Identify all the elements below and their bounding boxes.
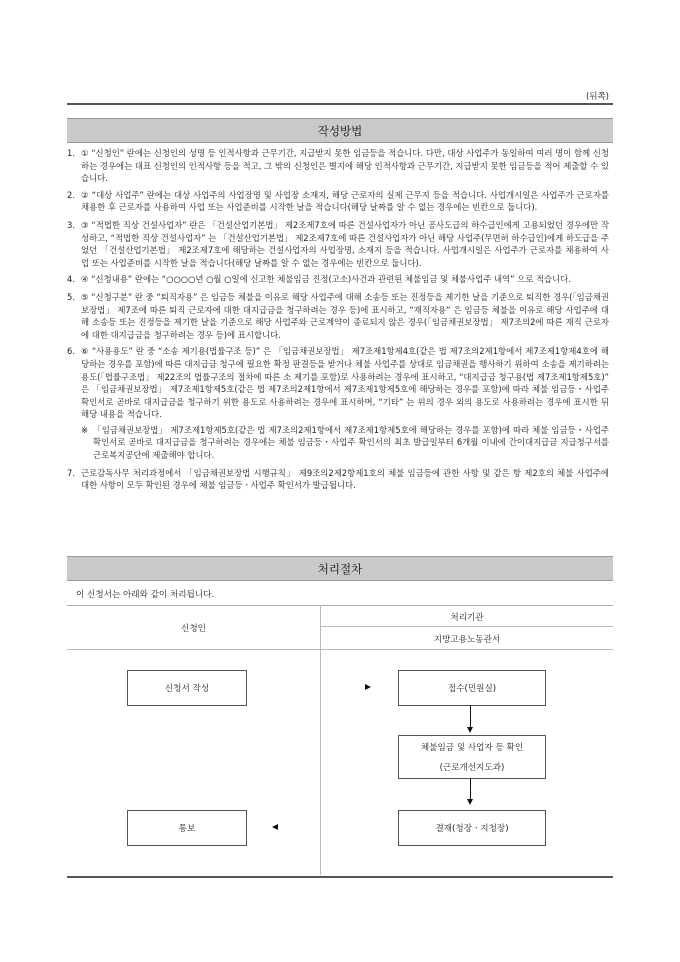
flow-header-bottom-rule [67, 649, 613, 650]
arrow-left-icon [272, 824, 278, 830]
item-number: 2. [67, 189, 75, 200]
note-mark: ※ [81, 424, 89, 435]
item-number: 7. [67, 467, 75, 478]
note-text: 「임금채권보장법」 제7조제1항제5호(같은 법 제7조의2제1항에서 제7조제1항제5호에 해당하는 경우를 포함)에 따라 체불 임금등・사업주 확인서로 곧바로 대지급금을 청구하려는 경우에는 체불 임금등・사업주 확인서의 최초 발급일부터 6개월 이내에 간이대지급금 지급청구서를 근로복지공단에 제출해야 합니다. [93, 424, 609, 461]
instructions-list [67, 147, 613, 492]
box-approve [398, 810, 546, 846]
item-number: 5. [67, 291, 75, 302]
instruction-item-5 [67, 291, 613, 341]
item-text: ⑥ “사용용도” 란 중 “소송 제기용(법률구조 등)” 은 「임금채권보장법」 제7조제1항제4호(같은 법 제7조의2제1항에서 제7조제1항제4호에 해당하는 경우를 포함)에 따른 대지급금 청구에 필요한 확정 판결등을 받거나 체불 사업주를 상대로 임금채권을 행사하기 위하여 소송을 제기하려는 용도(「법률구조법」 제22조의 법률구조의 절차에 따른 소 제기를 포함)로 사용하려는 경우에 표시하고, “대지급금 청구용(법 제7조제1항제5호)” 은 「임금채권보장법」 제7조제1항제5호(같은 법 제7조의2제1항에서 제7조제1항제5호에 해당하는 경우를 포함)에 따라 체불 임금등・사업주 확인서로 곧바로 대지급금을 청구하기 위한 용도로 사용하려는 경우에 표시하며, “기타” 는 위의 경우 외의 용도로 사용하려는 경우에 표시한 뒤 해당 내용을 적습니다. [81, 346, 609, 420]
instruction-item-6 [67, 345, 613, 421]
instruction-note [67, 424, 613, 462]
arrow-down-icon [467, 799, 473, 805]
back-side-label: (뒤쪽) [585, 92, 609, 102]
arrow-down-icon [467, 727, 473, 733]
item-text: ② “대상 사업주” 란에는 대상 사업주의 사업장명 및 사업장 소재지, 해당 근로자의 실제 근무지 등을 적습니다. 사업개시일은 사업주가 근로자를 채용한 후 근로자를 사용하여 사업 또는 사업준비를 시작한 날을 적습니다(해당 날짜를 알 수 없는 경우에는 빈칸으로 둡니다). [81, 189, 609, 213]
item-number: 6. [67, 346, 75, 357]
box-receive [398, 670, 546, 706]
instruction-item-4 [67, 273, 613, 286]
item-text: ④ “신청내용” 란에는 “○○○○년 ○월 ○일에 신고한 체불임금 진정(고소)사건과 관련된 체불임금 및 체불사업주 내역” 으로 적습니다. [81, 274, 571, 285]
arrow-right-icon [365, 684, 371, 690]
column-divider [320, 605, 321, 875]
section-header-procedure [67, 556, 613, 581]
instruction-item-2 [67, 189, 613, 214]
box-notify [127, 810, 247, 846]
box-label: 체불임금 및 사업자 등 확인 [420, 743, 524, 753]
item-text: 근로감독사무 처리과정에서 「임금채권보장법 시행규칙」 제9조의2제2항제1호의 체불 임금등에 관한 사항 및 같은 항 제2호의 체불 사업주에 대한 사항이 모두 확인된 경우에 체불 임금등ㆍ사업주 확인서가 발급됩니다. [81, 467, 609, 491]
connector-line [470, 705, 471, 727]
box-write-application [127, 670, 247, 706]
procedure-intro: 이 신청서는 아래와 같이 처리됩니다. [76, 590, 215, 600]
applicant-column-header: 신청인 [181, 624, 206, 634]
flow-top-rule [67, 605, 613, 606]
section-title: 작성방법 [317, 123, 363, 138]
agency-name: 지방고용노동관서 [433, 635, 501, 645]
agency-column-header: 처리기관 [450, 613, 484, 623]
top-rule [67, 103, 613, 105]
instruction-item-1 [67, 147, 613, 185]
box-label: 결재(청장ㆍ지청장) [435, 824, 509, 834]
item-text: ③ “적법한 직상 건설사업자” 란은 「건설산업기본법」 제2조제7호에 따른 건설사업자가 아닌 공사도급의 하수급인에게 고용되었던 경우에만 작성하고, “적법한 직상 건설사업자” 는 「건설산업기본법」 제2조제7호에 따른 건설사업자가 아닌 해당 사업주(무면허 하수급인)에게 하도급을 주었던 「건설산업기본법」 제2조제7호에 해당하는 건설사업자의 사업장명, 소재지 등을 적습니다. 사업개시일은 사업주가 근로자를 채용하여 사업 또는 사업준비를 시작한 날을 적습니다(해당 날짜를 알 수 없는 경우에는 빈칸으로 둡니다). [81, 219, 609, 268]
box-confirm [398, 735, 546, 779]
section-title: 처리절차 [317, 561, 363, 576]
box-sublabel: (근로개선지도과) [439, 763, 505, 773]
instruction-item-7 [67, 467, 613, 492]
agency-header-divider [320, 626, 613, 627]
connector-line [470, 778, 471, 799]
box-label: 신청서 작성 [164, 684, 210, 694]
item-text: ⑤ “신청구분” 란 중 “퇴직자용” 은 임금등 체불을 이유로 해당 사업주에 대해 소송등 또는 진정등을 제기한 날을 기준으로 퇴직한 경우(「임금채권보장법」 제7조에 따른 퇴직 근로자에 대한 대지급금을 청구하려는 경우 등)에 표시하고, “재직자용” 은 임금등 체불을 이유로 해당 사업주에 대해 소송등 또는 진정등을 제기한 날을 기준으로 해당 사업주와 근로계약이 종료되지 않은 경우(「임금채권보장법」 제7조의2에 따른 재직 근로자에 대한 대지급금을 청구하려는 경우 등)에 표시합니다. [81, 291, 609, 340]
item-number: 3. [67, 219, 75, 230]
instruction-item-3 [67, 219, 613, 269]
item-number: 1. [67, 148, 75, 158]
section-header-instructions [67, 118, 613, 143]
item-text: ① “신청인” 란에는 신청인의 성명 등 인적사항과 근무기간, 지급받지 못한 임금등을 적습니다. 다만, 대상 사업주가 동일하여 여러 명이 함께 신청하는 경우에는 대표 신청인의 인적사항 등을 적고, 그 밖의 신청인은 별지에 해당 인적사항과 근무기간, 지급받지 못한 임금등을 적어 제출할 수 있습니다. [81, 148, 609, 184]
item-number: 4. [67, 274, 75, 285]
bottom-rule [67, 876, 613, 878]
box-label: 접수(민원실) [447, 684, 497, 694]
box-label: 통보 [178, 824, 196, 834]
